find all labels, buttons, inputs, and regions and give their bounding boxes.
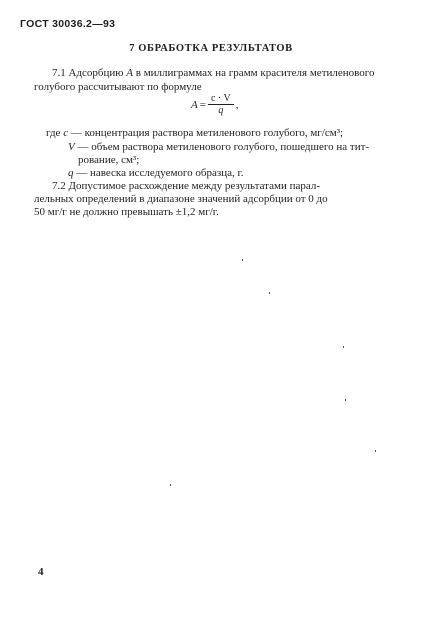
paragraph-7-1-text-c: в миллиграммах на грамм красителя метиленового xyxy=(135,67,375,79)
where-desc-v: — объем раствора метиленового голубого, пошедшего на тит- xyxy=(77,141,370,153)
paragraph-7-2-line-3: 50 мг/г не должно превышать ±1,2 мг/г. xyxy=(34,206,219,218)
where-word: где xyxy=(46,127,61,139)
scan-speck xyxy=(269,292,270,294)
adsorption-formula xyxy=(191,93,239,117)
scan-speck xyxy=(343,346,344,348)
paragraph-7-1-text-a: 7.1 Адсорбцию xyxy=(52,67,124,79)
where-line-4 xyxy=(68,167,244,180)
paragraph-7-2-line-2: лельных определений в диапазоне значений адсорбции от 0 до xyxy=(34,193,328,205)
formula-numerator: c · V xyxy=(208,93,234,105)
formula-fraction xyxy=(208,93,234,117)
scan-speck xyxy=(345,399,346,401)
document-code: ГОСТ 30036.2—93 xyxy=(20,18,116,30)
where-desc-c: — концентрация раствора метиленового голубого, мг/см³; xyxy=(70,127,344,139)
where-line-1 xyxy=(46,127,343,140)
section-title: 7 ОБРАБОТКА РЕЗУЛЬТАТОВ xyxy=(129,43,293,54)
scan-speck xyxy=(170,484,171,486)
formula-denominator: q xyxy=(218,105,224,116)
paragraph-7-2-line-1: 7.2 Допустимое расхождение между результатами парал- xyxy=(52,180,320,192)
formula-lhs: A xyxy=(191,99,198,111)
paragraph-7-1-line-2: голубого рассчитывают по формуле xyxy=(34,81,202,93)
where-var-q: q xyxy=(68,167,74,179)
page-number: 4 xyxy=(38,566,44,578)
where-line-2 xyxy=(68,141,369,154)
where-desc-q: — навеска исследуемого образца, г. xyxy=(76,167,244,179)
where-var-v: V xyxy=(68,141,75,153)
formula-equals: = xyxy=(199,99,206,111)
paragraph-7-1-var-a: A xyxy=(126,67,133,79)
paragraph-7-1-line-1 xyxy=(52,67,375,80)
scan-speck xyxy=(375,450,376,452)
where-var-c: c xyxy=(63,127,69,139)
scan-speck xyxy=(242,259,243,261)
formula-tail: , xyxy=(235,99,239,111)
where-line-3: рование, см³; xyxy=(78,154,140,166)
